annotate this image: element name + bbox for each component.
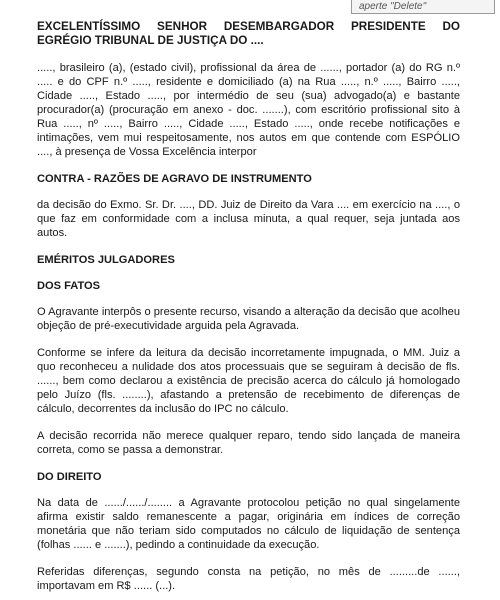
facts-paragraph-1: O Agravante interpôs o presente recurso, visando a alteração da decisão que acolheu objeção de pré-executividade arguida pela Agravada. [37,306,460,332]
salutation-heading: EMÉRITOS JULGADORES [37,254,175,266]
petition-document [37,20,460,593]
law-paragraph-1: Na data de ....../....../........ a Agravante protocolou petição no qual singelamente afirma existir saldo remanescente a pagar, originária em índices de correção monetária que não teriam sido computados no cálculo de liquidação de sentença (folhas ...... e .......), pedindo a continuidade da execução. [37,497,460,551]
qualification-paragraph: ....., brasileiro (a), (estado civil), profissional da área de ......, portador (a) do RG n.º ..... e do CPF n.º ....., residente e domiciliado (a) na Rua ....., n.º ....., Bairro ....., Cidade ....., Estado ....., por intermédio de seu (sua) advogado(a) e bastante procurador(a) (procuração em anexo - doc. .......), com escritório profissional sito à Rua ....., nº ....., Bairro ....., Cidade ....., Estado ....., onde recebe notificações e intimações, vem mui respeitosamente, nos autos em que contende com ESPÓLIO ...., à presença de Vossa Excelência interpor [37,62,460,158]
facts-paragraph-3: A decisão recorrida não merece qualquer reparo, tendo sido lançada de maneira correta, como se passa a demonstrar. [37,430,460,456]
law-heading: DO DIREITO [37,471,102,483]
intro-paragraph: da decisão do Exmo. Sr. Dr. ...., DD. Juiz de Direito da Vara .... em exercício na ...., o que faz em conformidade com a inclusa minuta, a qual requer, seja juntada aos autos. [37,199,460,239]
facts-paragraph-2: Conforme se infere da leitura da decisão incorretamente impugnada, o MM. Juiz a quo reconheceu a nulidade dos atos processuais que se seguiram à decisão de fls. ......, bem como declarou a existência de precisão acerca do cálculo já homologado pelo Juízo (fls. ........), afastando a pretensão de recebimento de diferenças de cálculo, decorrentes da inclusão do IPC no cálculo. [37,347,460,415]
law-paragraph-2: Referidas diferenças, segundo consta na petição, no mês de .........de ......, importavam em R$ ...... (...). [37,566,460,592]
delete-hint-box: aperte "Delete" [351,0,495,14]
document-title: CONTRA - RAZÕES DE AGRAVO DE INSTRUMENTO [37,173,312,185]
facts-heading: DOS FATOS [37,280,101,292]
addressee-heading: EXCELENTÍSSIMO SENHOR DESEMBARGADOR PRESIDENTE DO EGRÉGIO TRIBUNAL DE JUSTIÇA DO .... [37,20,460,47]
